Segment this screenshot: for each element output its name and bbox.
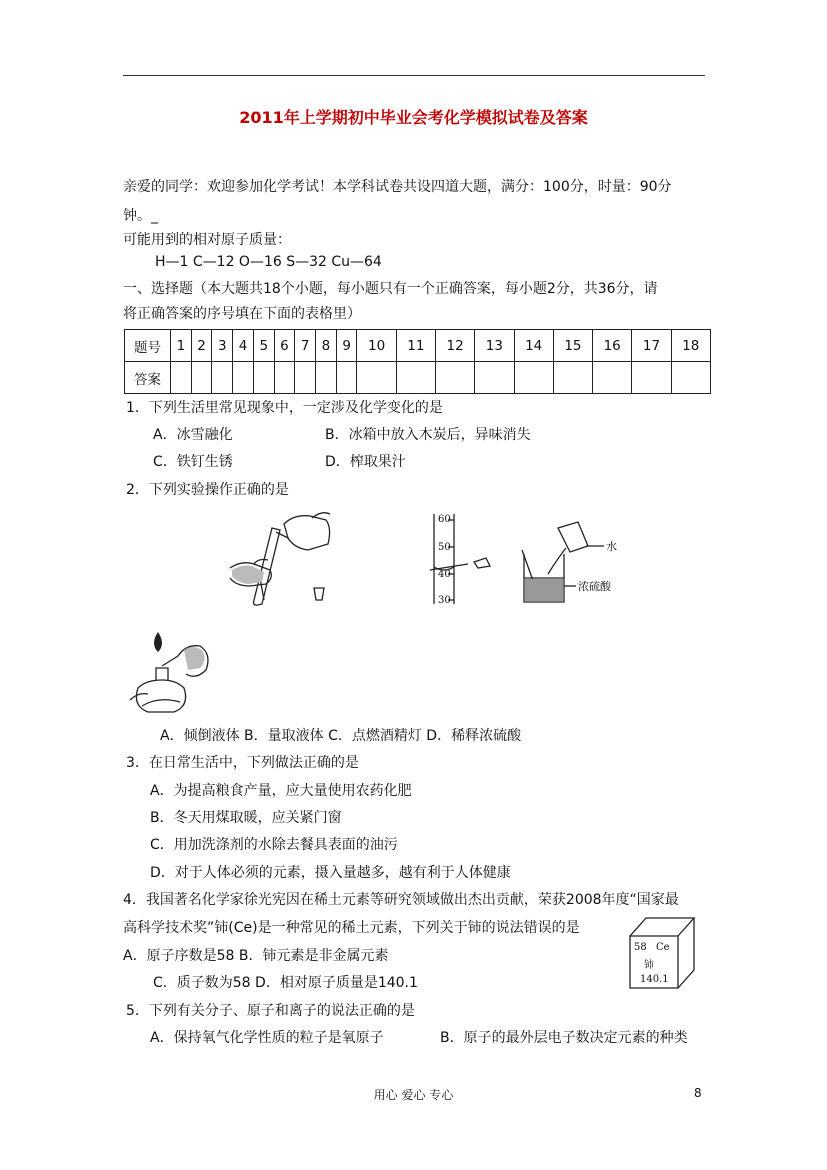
answer-cell[interactable] xyxy=(212,362,233,394)
answer-cell[interactable] xyxy=(357,362,396,394)
number-cell: 13 xyxy=(475,330,514,362)
number-cell: 10 xyxy=(357,330,396,362)
q3-option-d: D．对于人体必须的元素，摄入量越多，越有利于人体健康 xyxy=(150,865,511,881)
water-label: 水 xyxy=(606,540,617,553)
atomic-mass-values: H—1 C—12 O—16 S—32 Cu—64 xyxy=(155,254,382,270)
number-cell: 18 xyxy=(671,330,710,362)
q4-stem-2: 高科学技术奖”铈(Ce)是一种常见的稀土元素，下列关于铈的说法错误的是 xyxy=(123,920,580,936)
answer-header-cell: 答案 xyxy=(125,362,171,394)
answer-cell[interactable] xyxy=(316,362,337,394)
number-cell: 15 xyxy=(553,330,592,362)
number-cell: 3 xyxy=(212,330,233,362)
scale-label-40: 40 xyxy=(438,569,451,580)
number-cell: 12 xyxy=(436,330,475,362)
q3-option-c: C．用加洗涤剂的水除去餐具表面的油污 xyxy=(150,837,398,853)
q2-stem: 2．下列实验操作正确的是 xyxy=(126,482,289,498)
answer-cell[interactable] xyxy=(336,362,357,394)
figure-measuring-cylinder xyxy=(428,512,508,607)
page-footer: 用心 爱心 专心 xyxy=(373,1088,454,1102)
q4-options-cd: C．质子数为58 D．相对原子质量是140.1 xyxy=(153,975,418,991)
q1-option-b: B．冰箱中放入木炭后，异味消失 xyxy=(325,427,531,443)
q3-option-b: B．冬天用煤取暖，应关紧门窗 xyxy=(150,810,342,826)
page-number: 8 xyxy=(694,1086,702,1100)
answer-table-number-row xyxy=(125,330,711,362)
answer-cell[interactable] xyxy=(396,362,435,394)
answer-cell[interactable] xyxy=(475,362,514,394)
answer-cell[interactable] xyxy=(671,362,710,394)
number-cell: 9 xyxy=(336,330,357,362)
cube-atomic-mass: 140.1 xyxy=(640,974,669,985)
answer-table xyxy=(124,329,711,394)
answer-cell[interactable] xyxy=(274,362,295,394)
figure-alcohol-lamp xyxy=(128,626,218,718)
figure-pouring-liquid xyxy=(224,508,344,608)
answer-cell[interactable] xyxy=(436,362,475,394)
figure-diluting-acid xyxy=(518,518,638,608)
answer-cell[interactable] xyxy=(191,362,212,394)
answer-table-answer-row xyxy=(125,362,711,394)
answer-cell[interactable] xyxy=(593,362,632,394)
page-title: 2011年上学期初中毕业会考化学模拟试卷及答案 xyxy=(239,108,588,127)
intro-line-1: 亲爱的同学：欢迎参加化学考试！本学科试卷共设四道大题，满分：100分，时量：90分 xyxy=(123,179,672,195)
acid-label: 浓硫酸 xyxy=(578,580,611,593)
number-cell: 1 xyxy=(171,330,192,362)
q5-option-a: A．保持氧气化学性质的粒子是氧原子 xyxy=(150,1030,384,1046)
cube-symbol: Ce xyxy=(656,942,670,953)
answer-cell[interactable] xyxy=(632,362,671,394)
cube-atomic-number: 58 xyxy=(634,942,647,953)
section1-line-2: 将正确答案的序号填在下面的表格里） xyxy=(123,306,361,322)
answer-cell[interactable] xyxy=(171,362,192,394)
answer-cell[interactable] xyxy=(295,362,316,394)
answer-cell[interactable] xyxy=(253,362,274,394)
number-cell: 16 xyxy=(593,330,632,362)
q4-options-ab: A．原子序数是58 B．铈元素是非金属元素 xyxy=(123,948,389,964)
number-cell: 2 xyxy=(191,330,212,362)
q1-stem: 1．下列生活里常见现象中，一定涉及化学变化的是 xyxy=(126,400,443,416)
number-cell: 8 xyxy=(316,330,337,362)
scale-label-30: 30 xyxy=(438,595,451,606)
intro-line-2: 钟。_ xyxy=(123,208,158,224)
number-cell: 4 xyxy=(233,330,254,362)
q2-options: A．倾倒液体 B．量取液体 C．点燃酒精灯 D．稀释浓硫酸 xyxy=(160,728,522,744)
scale-label-60: 60 xyxy=(438,514,451,525)
q3-stem: 3．在日常生活中，下列做法正确的是 xyxy=(126,755,359,771)
q1-option-a: A．冰雪融化 xyxy=(153,427,233,443)
number-header-cell: 题号 xyxy=(125,330,171,362)
number-cell: 5 xyxy=(253,330,274,362)
answer-cell[interactable] xyxy=(233,362,254,394)
cube-element-name: 铈 xyxy=(644,960,654,971)
header-rule xyxy=(123,75,705,76)
q3-option-a: A．为提高粮食产量，应大量使用农药化肥 xyxy=(150,783,412,799)
number-cell: 7 xyxy=(295,330,316,362)
scale-label-50: 50 xyxy=(438,542,451,553)
number-cell: 6 xyxy=(274,330,295,362)
section1-line-1: 一、选择题（本大题共18个小题，每小题只有一个正确答案，每小题2分，共36分，请 xyxy=(123,281,658,297)
q5-option-b: B．原子的最外层电子数决定元素的种类 xyxy=(440,1030,688,1046)
number-cell: 17 xyxy=(632,330,671,362)
number-cell: 14 xyxy=(514,330,553,362)
atomic-mass-label: 可能用到的相对原子质量： xyxy=(123,232,291,248)
q1-option-c: C．铁钉生锈 xyxy=(153,454,233,470)
q1-option-d: D．榨取果汁 xyxy=(325,454,406,470)
q4-stem-1: 4．我国著名化学家徐光宪因在稀土元素等研究领域做出杰出贡献，荣获2008年度“国家最 xyxy=(123,892,679,908)
answer-cell[interactable] xyxy=(514,362,553,394)
number-cell: 11 xyxy=(396,330,435,362)
q5-stem: 5．下列有关分子、原子和离子的说法正确的是 xyxy=(126,1003,415,1019)
answer-cell[interactable] xyxy=(553,362,592,394)
cerium-element-cube xyxy=(626,912,698,990)
